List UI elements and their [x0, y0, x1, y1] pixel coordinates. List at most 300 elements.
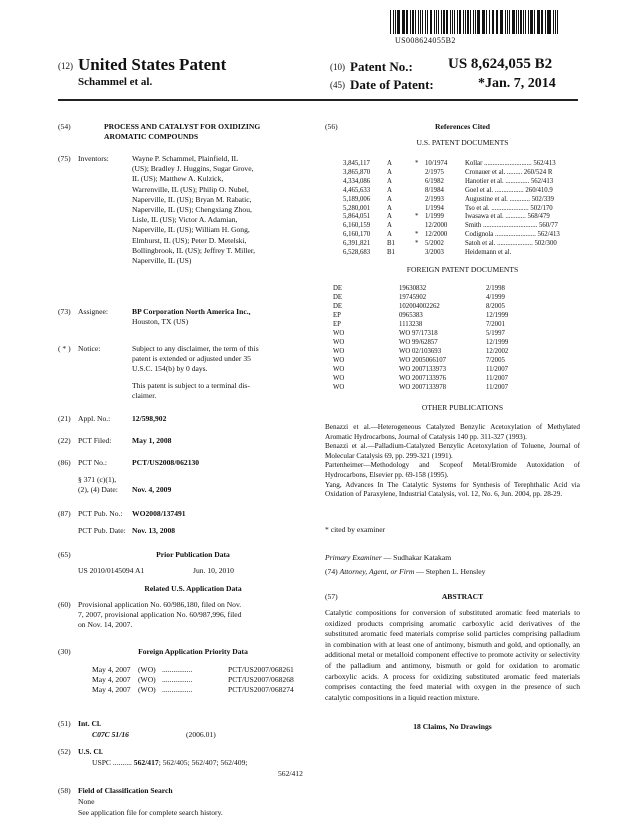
- us-doc-row: [343, 160, 580, 169]
- inventor-line: Lisle, IL (US); Victor A. Adamian,: [132, 215, 238, 225]
- priority-office: (WO): [138, 675, 156, 685]
- doc-type-title: United States Patent: [78, 55, 227, 74]
- us-doc-star: *: [415, 213, 419, 221]
- barcode-bar: [528, 10, 529, 34]
- title-line: AROMATIC COMPOUNDS: [104, 132, 199, 142]
- barcode-bar: [520, 10, 521, 34]
- inventor-short: Schammel et al.: [78, 76, 153, 88]
- barcode-bar: [459, 10, 461, 34]
- foreign-docs-list: [333, 284, 573, 392]
- foreign-doc-row: [333, 284, 573, 293]
- provisional-text: [78, 600, 308, 631]
- barcode-bar: [557, 10, 558, 34]
- barcode-bar: [450, 10, 451, 34]
- notice-label: Notice:: [78, 344, 101, 353]
- priority-date: May 4, 2007: [92, 665, 131, 674]
- us-doc-name: Hanotier et al. .............. 562/413: [465, 177, 554, 185]
- s371-date: Nov. 4, 2009: [132, 485, 172, 494]
- us-doc-date: 8/1984: [425, 186, 444, 194]
- us-doc-kind: B1: [387, 249, 395, 257]
- us-doc-number: 6,160,159: [343, 222, 371, 230]
- us-doc-number: 4,334,086: [343, 177, 371, 185]
- foreign-doc-country: EP: [333, 312, 341, 319]
- priority-row: [92, 685, 308, 695]
- barcode-bar: [534, 10, 535, 34]
- foreign-doc-date: 4/1999: [486, 294, 505, 301]
- us-doc-row: [343, 205, 580, 214]
- other-pubs: [325, 423, 580, 500]
- inventors-list: [132, 154, 308, 266]
- us-docs-list: [343, 160, 580, 258]
- attorney-name: — Stephen L. Hensley: [416, 567, 486, 576]
- foreign-doc-country: WO: [333, 339, 345, 346]
- us-doc-star: *: [415, 160, 419, 167]
- foreign-doc-row: [333, 329, 573, 338]
- tag-12: (12): [58, 61, 73, 71]
- uspc-line: [92, 758, 248, 768]
- assignee-label: Assignee:: [78, 307, 108, 316]
- barcode-bar: [427, 10, 428, 34]
- foreign-doc-date: 11/2007: [486, 384, 509, 391]
- barcode-bar: [443, 10, 445, 34]
- notice-line: This patent is subject to a terminal dis-: [132, 380, 250, 390]
- barcode-bar: [446, 10, 447, 34]
- barcode-bar: [436, 10, 437, 34]
- notice-text: [132, 344, 308, 401]
- barcode-bar: [541, 10, 542, 34]
- other-pub-entry: Benazzi et al.—Palladium-Catalyzed Benzylic Acetoxylation of Toluene, Journal of Molecular Catalysis 69, pp. 299-321 (1991).: [325, 442, 580, 460]
- foreign-doc-number: WO 2007133976: [399, 375, 447, 382]
- tag-45: (45): [330, 80, 345, 90]
- barcode-bar: [496, 10, 498, 34]
- barcode-bar: [538, 10, 539, 34]
- foreign-doc-country: DE: [333, 294, 343, 301]
- inventor-line: Naperville, IL (US); William H. Gong,: [132, 225, 250, 235]
- us-doc-date: 6/1982: [425, 177, 444, 185]
- uspc-dots: ..........: [112, 758, 132, 767]
- us-docs-heading: U.S. PATENT DOCUMENTS: [416, 138, 509, 147]
- us-doc-date: 5/2002: [425, 240, 444, 248]
- inventors-label: Inventors:: [78, 154, 109, 163]
- foreign-doc-number: 0965383: [399, 312, 423, 319]
- barcode-bar: [395, 10, 396, 34]
- code-73: (73): [58, 307, 71, 316]
- code-58: (58): [58, 786, 71, 795]
- us-doc-star: [415, 222, 425, 231]
- notice-line: Subject to any disclaimer, the term of this: [132, 344, 259, 353]
- barcode-bar: [418, 10, 419, 34]
- foreign-doc-row: [333, 311, 573, 320]
- foreign-doc-row: [333, 374, 573, 383]
- barcode-bar: [403, 10, 404, 34]
- attorney: [325, 567, 485, 577]
- foreign-doc-row: [333, 302, 573, 311]
- code-star: ( * ): [58, 344, 71, 353]
- foreign-doc-date: 5/1997: [486, 330, 505, 337]
- field-search-note: See application file for complete search history.: [78, 808, 223, 817]
- field-search-none: None: [78, 797, 95, 806]
- us-doc-date: 1/1999: [425, 213, 444, 221]
- foreign-doc-number: WO 99/62857: [399, 339, 438, 346]
- barcode-bar: [547, 10, 548, 34]
- priority-dots: ................: [162, 675, 193, 685]
- barcode-bar: [483, 10, 484, 34]
- us-doc-star: [415, 249, 425, 258]
- title-line: PROCESS AND CATALYST FOR OXIDIZING: [104, 122, 261, 131]
- us-doc-star: [415, 205, 425, 214]
- priority-date: May 4, 2007: [92, 675, 131, 685]
- barcode-bar: [473, 10, 474, 34]
- priority-dots: ................: [162, 665, 193, 674]
- us-doc-name: Goel et al. ................. 260/410.9: [465, 186, 553, 194]
- barcode-bar: [516, 10, 517, 34]
- barcode-bar: [412, 10, 414, 34]
- us-doc-kind: A: [387, 186, 392, 194]
- uspc-rest: ; 562/405; 562/407; 562/409;: [158, 758, 248, 767]
- us-doc-kind: B1: [387, 240, 395, 248]
- us-doc-kind: A: [387, 160, 392, 167]
- patent-number: US 8,624,055 B2: [448, 56, 553, 72]
- prior-pub-no: US 2010/0145094 A1: [78, 566, 145, 575]
- barcode-bar: [463, 10, 464, 34]
- uspc-main: 562/417: [133, 758, 159, 767]
- code-22: (22): [58, 436, 71, 445]
- us-doc-row: [343, 249, 580, 258]
- primary-examiner: [325, 553, 451, 563]
- foreign-doc-country: WO: [333, 330, 345, 337]
- foreign-doc-number: WO 2007133978: [399, 384, 447, 391]
- foreign-doc-country: EP: [333, 321, 341, 328]
- code-60: (60): [58, 600, 71, 609]
- foreign-priority-heading: Foreign Application Priority Data: [138, 647, 248, 656]
- foreign-doc-date: 12/1999: [486, 312, 509, 319]
- barcode-bar: [390, 10, 391, 34]
- us-doc-row: [343, 222, 580, 231]
- us-doc-star: *: [415, 231, 419, 239]
- patent-no-label: Patent No.:: [350, 59, 413, 74]
- barcode-bar: [406, 10, 407, 34]
- foreign-doc-number: 19745902: [399, 294, 427, 301]
- barcode-bar: [415, 10, 416, 34]
- foreign-doc-number: 1113238: [399, 321, 423, 328]
- inventor-line: IL (US); Matthew A. Kulzick,: [132, 174, 224, 184]
- code-74: (74): [325, 567, 338, 576]
- foreign-doc-country: WO: [333, 348, 345, 355]
- us-doc-row: [343, 240, 580, 249]
- us-doc-star: [415, 196, 425, 205]
- us-doc-number: 3,865,870: [343, 168, 371, 176]
- barcode-bar: [482, 10, 483, 34]
- foreign-doc-row: [333, 356, 573, 365]
- pct-no-label: PCT No.:: [78, 458, 107, 467]
- provisional-line: 7, 2007, provisional application No. 60/987,996, filed: [78, 610, 242, 620]
- inventor-line: Bollingbrook, IL (US); Jeffrey T. Miller,: [132, 245, 256, 255]
- foreign-priority-list: [92, 665, 308, 696]
- us-doc-kind: A: [387, 204, 392, 212]
- pct-pub-no-label: PCT Pub. No.:: [78, 509, 123, 518]
- us-doc-kind: A: [387, 213, 392, 221]
- us-doc-name: Heidemann et al.: [465, 249, 512, 257]
- us-doc-kind: A: [387, 177, 392, 185]
- pct-no-value: PCT/US2008/062130: [132, 458, 200, 467]
- foreign-doc-row: [333, 338, 573, 347]
- header-rule: [58, 99, 578, 101]
- notice-line: claimer.: [132, 390, 157, 400]
- pct-filed-label: PCT Filed:: [78, 436, 112, 445]
- us-doc-star: [415, 169, 425, 178]
- cited-by-examiner: * cited by examiner: [325, 525, 386, 534]
- barcode-bar: [477, 10, 479, 34]
- primary-examiner-name: — Sudhakar Katakam: [383, 553, 452, 562]
- int-cl-label: Int. Cl.: [78, 719, 101, 728]
- attorney-label: Attorney, Agent, or Firm: [339, 567, 415, 576]
- us-doc-number: 3,845,117: [343, 160, 370, 167]
- barcode-bar: [537, 10, 538, 34]
- us-doc-date: 12/2000: [425, 222, 448, 230]
- priority-number: PCT/US2007/068261: [228, 665, 294, 674]
- us-doc-name: Cronauer et al. ......... 260/524 R: [465, 168, 553, 176]
- us-doc-number: 5,864,051: [343, 213, 371, 221]
- foreign-docs-heading: FOREIGN PATENT DOCUMENTS: [406, 265, 519, 274]
- inventor-line: Warrenville, IL (US); Philip O. Nubel,: [132, 184, 249, 194]
- us-doc-row: [343, 187, 580, 196]
- us-doc-star: *: [415, 240, 419, 248]
- us-doc-number: 4,465,633: [343, 186, 371, 194]
- barcode-bar: [430, 10, 432, 34]
- barcode-bar: [548, 10, 550, 34]
- right-column: [325, 122, 580, 762]
- us-doc-name: Iwasawa et al. ............ 568/479: [465, 213, 550, 221]
- barcode-bar: [545, 10, 546, 34]
- inventor-line: Naperville, IL (US); Bryan M. Rabatic,: [132, 194, 252, 204]
- us-doc-row: [343, 178, 580, 187]
- barcode-bar: [486, 10, 487, 34]
- foreign-doc-date: 7/2005: [486, 357, 505, 364]
- barcode-bar: [555, 10, 556, 34]
- code-51: (51): [58, 719, 71, 728]
- code-75: (75): [58, 154, 71, 163]
- assignee-value: [132, 307, 251, 327]
- us-doc-kind: A: [387, 231, 392, 239]
- pct-pub-date-label: PCT Pub. Date:: [78, 526, 126, 535]
- priority-dots: ................: [162, 685, 193, 695]
- priority-date: May 4, 2007: [92, 685, 131, 695]
- barcode-bar: [425, 10, 426, 34]
- s371-label: [78, 475, 118, 495]
- foreign-doc-row: [333, 320, 573, 329]
- other-pub-entry: Partenheimer—Methodology and Scopeof Metal/Bromide Autoxidation of Hydrocarbons, Elsevier pp. 69-158 (1995).: [325, 461, 580, 479]
- code-65: (65): [58, 550, 71, 559]
- foreign-doc-date: 2/1998: [486, 285, 505, 292]
- barcode-number: US008624055B2: [395, 36, 456, 45]
- code-30: (30): [58, 647, 71, 656]
- provisional-line: on Nov. 14, 2007.: [78, 620, 133, 630]
- related-heading: Related U.S. Application Data: [144, 584, 242, 593]
- foreign-doc-row: [333, 365, 573, 374]
- foreign-doc-row: [333, 347, 573, 356]
- foreign-doc-date: 12/2002: [486, 348, 509, 355]
- uspc-label: USPC: [92, 758, 111, 767]
- barcode-bar: [509, 10, 510, 34]
- uspc-rest2: 562/412: [278, 769, 303, 778]
- pct-filed-value: May 1, 2008: [132, 436, 172, 445]
- barcode-bar: [507, 10, 508, 34]
- barcode-bar: [452, 10, 453, 34]
- priority-number: PCT/US2007/068268: [228, 675, 294, 685]
- barcode-bar: [518, 10, 519, 34]
- field-search-label: Field of Classification Search: [78, 786, 173, 795]
- foreign-doc-date: 7/2001: [486, 321, 505, 328]
- barcode-bar: [489, 10, 490, 34]
- other-pub-entry: Yang, Advances In The Catalytic Systems for Synthesis of Terephthalic Acid via Oxidation of Paraxylene, Industrial Catalysis, vol. 12, No. 6, Jun. 2004, pp. 28-29.: [325, 480, 580, 499]
- notice-line: patent is extended or adjusted under 35: [132, 354, 251, 364]
- foreign-doc-number: WO 2007133973: [399, 366, 447, 373]
- us-cl-label: U.S. Cl.: [78, 747, 103, 756]
- barcode-bar: [397, 10, 399, 34]
- abstract-heading: ABSTRACT: [441, 592, 484, 601]
- code-52: (52): [58, 747, 71, 756]
- us-doc-row: [343, 169, 580, 178]
- references-heading: References Cited: [435, 122, 490, 131]
- us-doc-date: 1/1994: [425, 204, 444, 212]
- title-field: [58, 122, 260, 142]
- inventor-line: (US); Bradley J. Huggins, Sugar Grove,: [132, 164, 254, 174]
- other-pub-entry: Benazzi et al.—Heterogeneous Catalyzed Benzylic Acetoxylation of Methylated Aromatic Hydrocarbons, Journal of Catalysis 140 pp. 311-327 (1993).: [325, 423, 580, 441]
- foreign-doc-country: WO: [333, 366, 345, 373]
- foreign-doc-date: 8/2005: [486, 303, 505, 310]
- us-doc-star: [415, 187, 425, 196]
- code-87: (87): [58, 509, 71, 518]
- barcode-bar: [475, 10, 476, 34]
- us-doc-kind: A: [387, 168, 392, 176]
- barcode-bar: [467, 10, 468, 34]
- us-doc-date: 2/1975: [425, 168, 444, 176]
- assignee-name: BP Corporation North America Inc.,: [132, 307, 251, 316]
- foreign-doc-country: WO: [333, 375, 345, 382]
- barcode-bar: [410, 10, 411, 34]
- foreign-doc-country: WO: [333, 384, 345, 391]
- abstract-text: Catalytic compositions for conversion of substituted aromatic feed materials to oxidized products comprising aromatic carboxylic acid derivatives of the substituted aromatic feed materials comprise solid particles comprising palladium in combination with at least one of antimony, bismuth and gold, and optionally, an additional metal or metalloid component effective to promote activity or selectivity of the palladium and antimony, bismuth or gold for oxidation to aromatic carboxylic acids. A process for oxidizing substituted aromatic feed materials comprises contacting the feed material with oxygen in the presence of such catalytic compositions in a liquid reaction mixture.: [325, 608, 580, 702]
- foreign-doc-date: 12/1999: [486, 339, 509, 346]
- foreign-doc-country: DE: [333, 303, 343, 310]
- foreign-doc-number: WO 2005066107: [399, 357, 447, 364]
- barcode-bar: [393, 10, 394, 34]
- foreign-doc-row: [333, 383, 573, 392]
- foreign-doc-date: 11/2007: [486, 366, 509, 373]
- us-doc-kind: A: [387, 195, 392, 203]
- s371-line: § 371 (c)(1),: [78, 475, 117, 484]
- barcode-bar: [434, 10, 435, 34]
- code-21: (21): [58, 414, 71, 423]
- barcode-bar: [505, 10, 506, 34]
- priority-number: PCT/US2007/068274: [228, 685, 294, 695]
- barcode-bar: [501, 10, 502, 34]
- foreign-doc-country: DE: [333, 285, 343, 292]
- foreign-doc-date: 11/2007: [486, 375, 509, 382]
- priority-row: [92, 665, 308, 675]
- foreign-doc-number: 102004002262: [399, 303, 440, 310]
- int-cl-code: C07C 51/16: [92, 730, 129, 739]
- int-cl-year: (2006.01): [186, 730, 216, 739]
- provisional-line: Provisional application No. 60/986,180, filed on Nov.: [78, 600, 242, 609]
- us-doc-number: 6,391,821: [343, 240, 371, 248]
- foreign-doc-row: [333, 293, 573, 302]
- us-doc-row: [343, 213, 580, 222]
- pct-pub-no-value: WO2008/137491: [132, 509, 186, 518]
- us-doc-kind: A: [387, 222, 392, 230]
- barcode-bar: [493, 10, 494, 34]
- barcode: [390, 10, 560, 34]
- us-doc-name: Satoh et al. ..................... 502/300: [465, 240, 557, 248]
- appl-no-value: 12/598,902: [132, 414, 167, 423]
- s371-line: (2), (4) Date:: [78, 485, 118, 495]
- barcode-bar: [523, 10, 524, 34]
- barcode-bar: [553, 10, 554, 34]
- us-doc-name: Tso et al. ...................... 502/170: [465, 204, 553, 212]
- barcode-bar: [492, 10, 493, 34]
- notice-line: U.S.C. 154(b) by 0 days.: [132, 364, 208, 374]
- priority-row: [92, 675, 308, 685]
- patent-date: *Jan. 7, 2014: [478, 76, 556, 91]
- us-doc-date: 12/2000: [425, 231, 448, 239]
- code-86: (86): [58, 458, 71, 467]
- us-doc-number: 5,189,006: [343, 195, 371, 203]
- us-doc-number: 6,160,170: [343, 231, 371, 239]
- us-doc-row: [343, 196, 580, 205]
- us-doc-number: 5,280,001: [343, 204, 371, 212]
- inventor-line: Elmhurst, IL (US); Peter D. Metelski,: [132, 235, 247, 245]
- us-doc-number: 6,528,683: [343, 249, 371, 257]
- pct-pub-date-value: Nov. 13, 2008: [132, 526, 176, 535]
- us-doc-name: Augustine et al. ............ 502/339: [465, 195, 554, 203]
- claims-summary: 18 Claims, No Drawings: [413, 722, 492, 731]
- prior-pub-date: Jun. 10, 2010: [193, 566, 234, 575]
- barcode-bar: [512, 10, 514, 34]
- priority-office: (WO): [138, 685, 156, 695]
- priority-office: (WO): [138, 665, 156, 674]
- barcode-bar: [441, 10, 442, 34]
- foreign-doc-number: 19630832: [399, 285, 427, 292]
- foreign-doc-number: WO 02/103693: [399, 348, 442, 355]
- us-doc-name: Smith ................................ 560/77: [465, 222, 558, 230]
- code-56: (56): [325, 122, 338, 131]
- barcode-bar: [470, 10, 471, 34]
- barcode-bar: [525, 10, 526, 34]
- primary-examiner-label: Primary Examiner: [325, 553, 382, 562]
- us-doc-name: Kollar ............................ 562/413: [465, 160, 556, 167]
- barcode-bar: [500, 10, 501, 34]
- barcode-bar: [465, 10, 466, 34]
- code-54: (54): [58, 122, 71, 131]
- foreign-doc-number: WO 97/17318: [399, 330, 438, 337]
- us-doc-name: Codignola ........................ 562/413: [465, 231, 560, 239]
- barcode-bar: [457, 10, 458, 34]
- barcode-bar: [422, 10, 423, 34]
- inventor-line: Wayne P. Schammel, Plainfield, IL: [132, 154, 239, 163]
- us-doc-date: 10/1974: [425, 160, 448, 167]
- barcode-bar: [530, 10, 532, 34]
- tag-10: (10): [330, 62, 345, 72]
- inventor-line: Naperville, IL (US): [132, 256, 192, 266]
- us-doc-row: [343, 231, 580, 240]
- date-label: Date of Patent:: [350, 77, 434, 92]
- appl-no-label: Appl. No.:: [78, 414, 111, 423]
- us-doc-date: 3/2003: [425, 249, 444, 257]
- barcode-bar: [438, 10, 439, 34]
- invention-title: [104, 122, 260, 142]
- code-57: (57): [325, 592, 338, 601]
- other-pub-heading: OTHER PUBLICATIONS: [421, 403, 504, 412]
